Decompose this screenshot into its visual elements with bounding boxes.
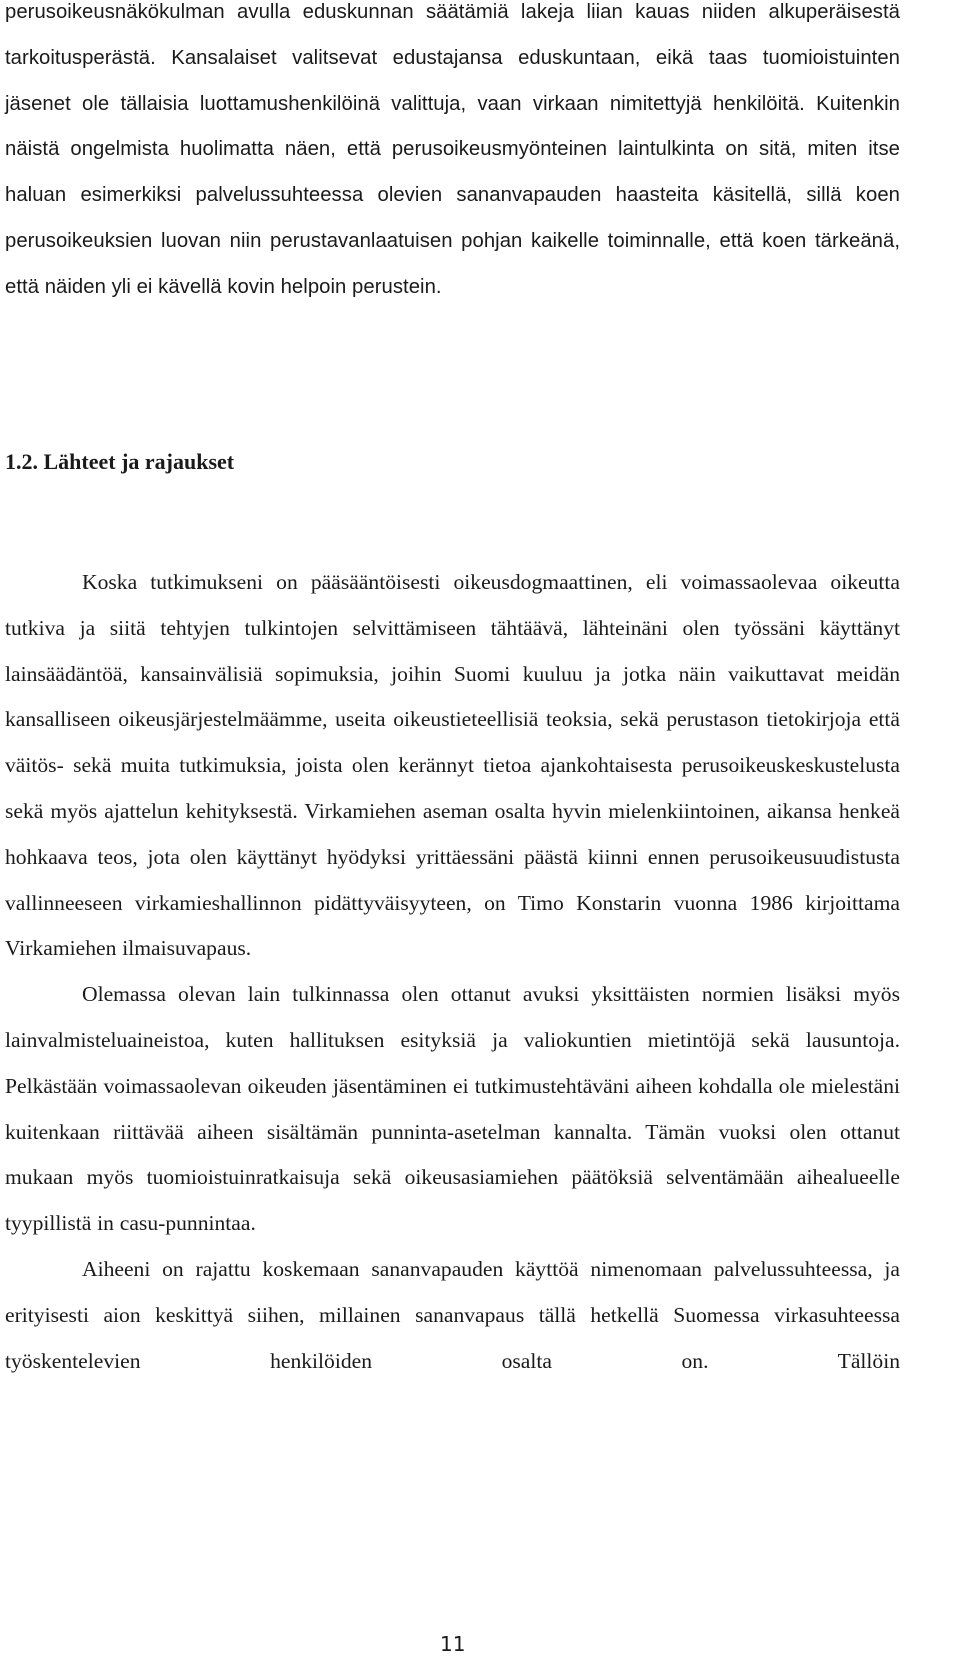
intro-paragraph: perusoikeusnäkökulman avulla eduskunnan säätämiä lakeja liian kauas niiden alkuperäisestä tarkoitusperästä. Kansalaiset valitsevat edustajansa eduskuntaan, eikä taas tuomioistuinten jäsenet ole tällaisia luottamushenkilöinä valittuja, vaan virkaan nimitettyjä henkilöitä. Kuitenkin näistä ongelmista huolimatta näen, että perusoikeusmyönteinen laintulkinta on sitä, miten itse haluan esimerkiksi palvelussuhteessa olevien sananvapauden haasteita käsitellä, sillä koen perusoikeuksien luovan niin perustavanlaatuisen pohjan kaikelle toiminnalle, että koen tärkeänä, että näiden yli ei kävellä kovin helpoin perustein. <box>5 1 900 298</box>
section-heading: 1.2. Lähteet ja rajaukset <box>5 449 235 474</box>
section-paragraph-scope: Aiheeni on rajattu koskemaan sananvapauden käyttöä nimenomaan palvelussuhteessa, ja erityisesti aion keskittyä siihen, millainen sananvapaus tällä hetkellä Suomessa virkasuhteessa työskentelevien henkilöiden osalta on. Tällöin <box>5 1256 900 1373</box>
section-body <box>5 560 900 1384</box>
section-paragraph-sources: Koska tutkimukseni on pääsääntöisesti oikeusdogmaattinen, eli voimassaolevaa oikeutta tutkiva ja siitä tehtyjen tulkintojen selvittämiseen tähtäävä, lähteinäni olen työssäni käyttänyt lainsäädäntöä, kansainvälisiä sopimuksia, joihin Suomi kuuluu ja jotka näin vaikuttavat meidän kansalliseen oikeusjärjestelmäämme, useita oikeustieteellisiä teoksia, sekä perustason tietokirjoja että väitös- sekä muita tutkimuksia, joista olen kerännyt tietoa ajankohtaisesta perusoikeuskeskustelusta sekä myös ajattelun kehityksestä. Virkamiehen aseman osalta hyvin mielenkiintoinen, aikansa henkeä hohkaava teos, jota olen käyttänyt hyödyksi yrittäessäni päästä kiinni ennen perusoikeusuudistusta vallinneeseen virkamieshallinnon pidättyväisyyteen, on Timo Konstarin vuonna 1986 kirjoittama Virkamiehen ilmaisuvapaus. <box>5 570 900 961</box>
section-paragraph-interpretation: Olemassa olevan lain tulkinnassa olen ottanut avuksi yksittäisten normien lisäksi myös lainvalmisteluaineistoa, kuten hallituksen esityksiä ja valiokuntien mietintöjä sekä lausuntoja. Pelkästään voimassaolevan oikeuden jäsentäminen ei tutkimustehtäväni aiheen kohdalla ole mielestäni kuitenkaan riittävää aiheen sisältämän punninta-asetelman kannalta. Tämän vuoksi olen ottanut mukaan myös tuomioistuinratkaisuja sekä oikeusasiamiehen päätöksiä selventämään aihealueelle tyypillistä in casu-punnintaa. <box>5 982 900 1236</box>
page-number: 11 <box>440 1632 466 1656</box>
document-page <box>5 0 900 1373</box>
